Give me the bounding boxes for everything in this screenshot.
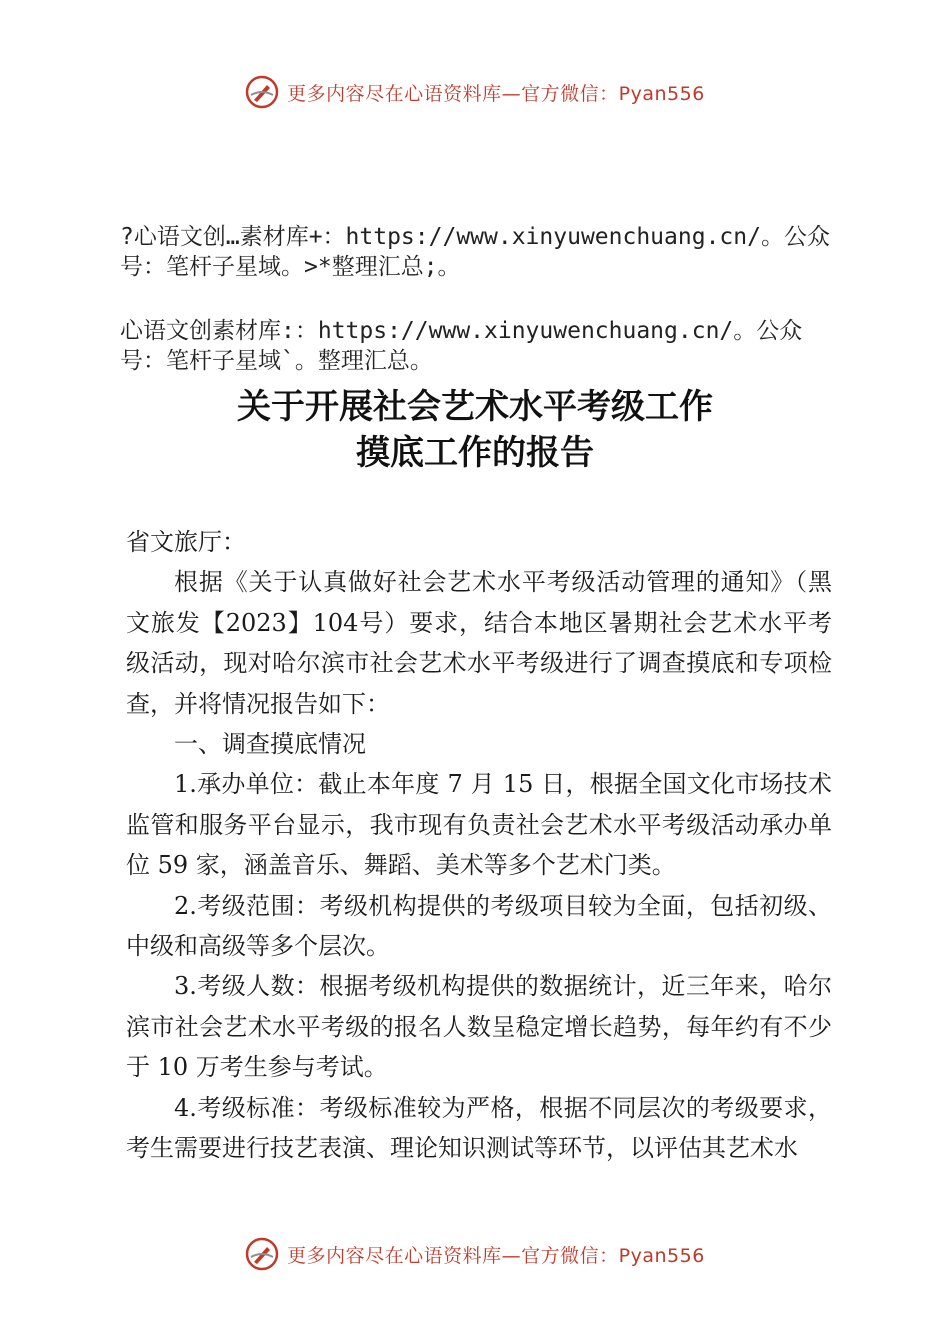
- pen-logo-icon: [245, 1237, 279, 1271]
- source-note-1: [120, 222, 840, 282]
- pen-logo-icon: [245, 75, 279, 109]
- title-line-1: 关于开展社会艺术水平考级工作: [237, 387, 713, 427]
- paragraph: 3.考级人数：根据考级机构提供的数据统计，近三年来，哈尔滨市社会艺术水平考级的报名人数呈稳定增长趋势，每年约有不少于 10 万考生参与考试。: [126, 972, 832, 1082]
- source-note-text: ?心语文创…素材库+：https://www.xinyuwenchuang.cn/。公众号：笔杆子星域。>*整理汇总;。: [120, 224, 830, 280]
- title-line-2: 摸底工作的报告: [356, 433, 594, 473]
- banner-text: 更多内容尽在心语资料库—官方微信：Pyan556: [287, 1244, 705, 1267]
- salutation: 省文旅厅：: [126, 528, 246, 556]
- document-title: [0, 384, 950, 476]
- source-note-text: 心语文创素材库:：https://www.xinyuwenchuang.cn/。公众号：笔杆子星域`。整理汇总。: [120, 318, 803, 374]
- paragraph: 1.承办单位：截止本年度 7 月 15 日，根据全国文化市场技术监管和服务平台显示，我市现有负责社会艺术水平考级活动承办单位 59 家，涵盖音乐、舞蹈、美术等多个艺术门类。: [126, 770, 832, 880]
- paragraph: 2.考级范围：考级机构提供的考级项目较为全面，包括初级、中级和高级等多个层次。: [126, 891, 832, 961]
- paragraph: 4.考级标准：考级标准较为严格，根据不同层次的考级要求，考生需要进行技艺表演、理论知识测试等环节，以评估其艺术水: [126, 1093, 832, 1163]
- document-body: [126, 522, 832, 1169]
- footer-banner: [0, 1232, 950, 1276]
- paragraph: 根据《关于认真做好社会艺术水平考级活动管理的通知》（黑文旅发【2023】104号）要求，结合本地区暑期社会艺术水平考级活动，现对哈尔滨市社会艺术水平考级进行了调查摸底和专项检查，并将情况报告如下：: [126, 568, 832, 718]
- banner-text: 更多内容尽在心语资料库—官方微信：Pyan556: [287, 82, 705, 105]
- section-heading: 一、调查摸底情况: [174, 730, 366, 759]
- header-banner: [0, 70, 950, 114]
- source-note-2: [120, 316, 840, 376]
